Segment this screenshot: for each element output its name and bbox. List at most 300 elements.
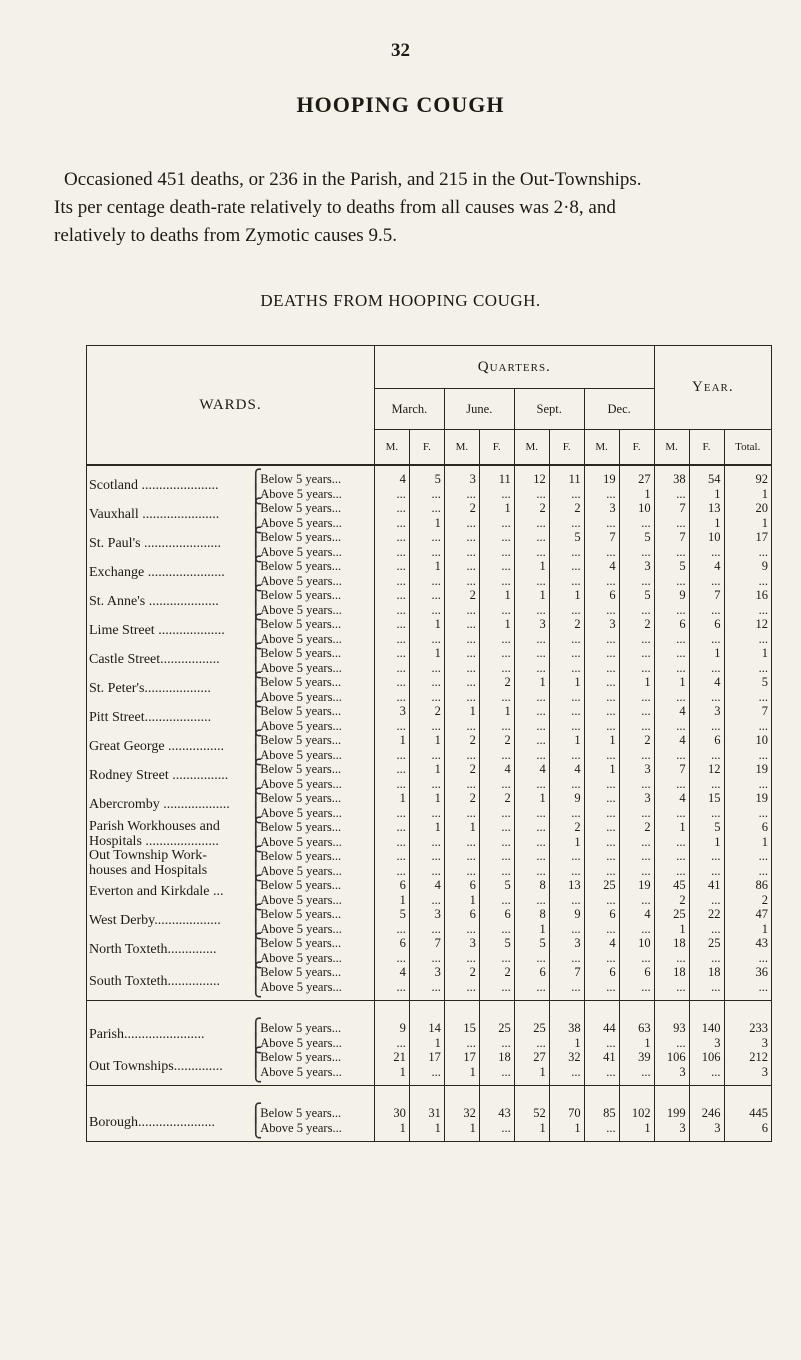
age-group-label: Below 5 years...	[260, 1050, 342, 1064]
death-count-cell: ...	[514, 733, 549, 748]
age-group-label: Above 5 years...	[260, 805, 342, 820]
death-count-cell: 106	[689, 1050, 724, 1065]
death-count-cell: 25	[584, 878, 619, 893]
death-count-cell: ...	[514, 719, 549, 734]
death-count-cell: 1	[514, 1121, 549, 1142]
death-count-cell: ...	[514, 835, 549, 850]
death-count-cell: 7	[689, 588, 724, 603]
death-count-cell: 3	[619, 762, 654, 777]
brace-icon: ⎩	[248, 802, 263, 823]
death-count-cell: ...	[584, 864, 619, 879]
ward-name	[87, 675, 249, 704]
death-count-cell: ...	[584, 1121, 619, 1142]
death-count-cell: ...	[584, 545, 619, 560]
death-count-cell: 1	[689, 646, 724, 661]
brace-icon: ⎩	[248, 976, 263, 997]
death-count-cell: ...	[514, 661, 549, 676]
ward-name-line: Vauxhall ......................	[89, 507, 220, 523]
age-group-label: Below 5 years...	[260, 907, 342, 921]
death-count-cell: ...	[514, 516, 549, 531]
death-count-cell: ...	[584, 487, 619, 502]
death-count-cell: ...	[374, 719, 409, 734]
ward-name	[87, 965, 249, 1001]
death-count-cell: ...	[584, 980, 619, 1001]
death-count-cell: 1	[479, 588, 514, 603]
death-count-cell: ...	[724, 806, 771, 821]
death-count-cell: 4	[374, 465, 409, 487]
death-count-cell: 19	[724, 762, 771, 777]
death-count-cell: ...	[549, 487, 584, 502]
death-count-cell: 1	[374, 1065, 409, 1086]
death-count-cell: ...	[584, 704, 619, 719]
death-count-cell: 4	[374, 965, 409, 980]
death-count-cell: 6	[724, 820, 771, 835]
divider-cell	[444, 1086, 479, 1101]
death-count-cell: 1	[619, 1121, 654, 1142]
death-count-cell: 36	[724, 965, 771, 980]
death-count-cell: ...	[549, 632, 584, 647]
death-count-cell: ...	[374, 530, 409, 545]
death-count-cell: ...	[654, 951, 689, 966]
death-count-cell: ...	[444, 1036, 479, 1051]
death-count-cell: ...	[374, 574, 409, 589]
death-count-cell: 1	[409, 1036, 444, 1051]
death-count-cell: 38	[549, 1015, 584, 1036]
divider-cell	[409, 1001, 444, 1016]
table-row	[87, 878, 772, 893]
death-count-cell: ...	[409, 675, 444, 690]
death-count-cell: 6	[584, 965, 619, 980]
death-count-cell: ...	[654, 603, 689, 618]
death-count-cell: 5	[724, 675, 771, 690]
brace-icon: ⎩	[248, 570, 263, 591]
age-group-label: Below 5 years...	[260, 965, 342, 979]
death-count-cell: ...	[549, 849, 584, 864]
death-count-cell: ...	[444, 516, 479, 531]
death-count-cell: 2	[619, 733, 654, 748]
death-count-cell: ...	[549, 1065, 584, 1086]
brace-icon: ⎩	[248, 1061, 263, 1082]
death-count-cell: 1	[689, 487, 724, 502]
death-count-cell: ...	[654, 690, 689, 705]
death-count-cell: ...	[724, 603, 771, 618]
quarter-header: March.	[374, 389, 444, 430]
death-count-cell: 1	[549, 733, 584, 748]
ward-name-line: Parish.......................	[89, 1027, 205, 1043]
death-count-cell: ...	[479, 690, 514, 705]
ward-name-line: South Toxteth...............	[89, 974, 220, 990]
death-count-cell: ...	[724, 777, 771, 792]
death-count-cell: ...	[549, 704, 584, 719]
ward-name	[87, 762, 249, 791]
death-count-cell: 1	[724, 516, 771, 531]
death-count-cell: 2	[444, 733, 479, 748]
death-count-cell: ...	[444, 835, 479, 850]
death-count-cell: ...	[584, 922, 619, 937]
death-count-cell: 3	[444, 465, 479, 487]
death-count-cell: 246	[689, 1100, 724, 1121]
death-count-cell: ...	[374, 661, 409, 676]
death-count-cell: 21	[374, 1050, 409, 1065]
death-count-cell: ...	[584, 516, 619, 531]
brace-icon: ⎩	[248, 1032, 263, 1053]
death-count-cell: 16	[724, 588, 771, 603]
death-count-cell: 8	[514, 878, 549, 893]
divider-cell	[724, 1001, 771, 1016]
death-count-cell: 3	[514, 617, 549, 632]
death-count-cell: ...	[584, 675, 619, 690]
age-group-label: Above 5 years...	[260, 1064, 342, 1079]
death-count-cell: 85	[584, 1100, 619, 1121]
age-group-label: Below 5 years...	[260, 762, 342, 776]
death-count-cell: ...	[689, 806, 724, 821]
death-count-cell: 7	[584, 530, 619, 545]
age-group-label: Below 5 years...	[260, 501, 342, 515]
death-count-cell: ...	[444, 806, 479, 821]
death-count-cell: 1	[374, 733, 409, 748]
death-count-cell: 10	[619, 936, 654, 951]
death-count-cell: ...	[549, 559, 584, 574]
death-count-cell: ...	[374, 835, 409, 850]
divider-cell	[444, 1001, 479, 1016]
death-count-cell: 4	[584, 936, 619, 951]
ward-name	[87, 1100, 249, 1142]
death-count-cell: ...	[724, 748, 771, 763]
death-count-cell: ...	[514, 893, 549, 908]
intro-line: relatively to deaths from Zymotic causes 9.5.	[54, 225, 397, 246]
death-count-cell: ...	[654, 646, 689, 661]
age-group-label: Above 5 years...	[260, 544, 342, 559]
death-count-cell: ...	[654, 516, 689, 531]
death-count-cell: ...	[584, 777, 619, 792]
death-count-cell: 12	[724, 617, 771, 632]
divider-cell	[549, 1086, 584, 1101]
death-count-cell: ...	[689, 980, 724, 1001]
death-count-cell: 1	[444, 893, 479, 908]
sex-header: M.	[584, 430, 619, 466]
death-count-cell: ...	[514, 849, 549, 864]
death-count-cell: 5	[479, 936, 514, 951]
death-count-cell: 6	[514, 965, 549, 980]
death-count-cell: ...	[619, 704, 654, 719]
age-group-label: Above 5 years...	[260, 979, 342, 994]
age-group-label: Below 5 years...	[260, 530, 342, 544]
death-count-cell: ...	[619, 980, 654, 1001]
death-count-cell: 1	[689, 516, 724, 531]
death-count-cell: 102	[619, 1100, 654, 1121]
death-count-cell: ...	[689, 777, 724, 792]
sex-header: F.	[619, 430, 654, 466]
death-count-cell: ...	[409, 980, 444, 1001]
brace-icon: ⎧	[248, 527, 263, 547]
death-count-cell: ...	[409, 574, 444, 589]
death-count-cell: ...	[654, 719, 689, 734]
death-count-cell: ...	[619, 835, 654, 850]
table-row	[87, 820, 772, 835]
death-count-cell: ...	[479, 487, 514, 502]
table-row	[87, 530, 772, 545]
death-count-cell: ...	[724, 574, 771, 589]
death-count-cell: ...	[584, 893, 619, 908]
death-count-cell: ...	[619, 690, 654, 705]
death-count-cell: ...	[444, 922, 479, 937]
table-row	[87, 617, 772, 632]
death-count-cell: 4	[654, 733, 689, 748]
death-count-cell: ...	[549, 806, 584, 821]
death-count-cell: ...	[724, 719, 771, 734]
ward-name	[87, 849, 249, 878]
death-count-cell: 3	[409, 907, 444, 922]
death-count-cell: 4	[514, 762, 549, 777]
death-count-cell: ...	[514, 632, 549, 647]
death-count-cell: ...	[374, 588, 409, 603]
death-count-cell: ...	[689, 603, 724, 618]
death-count-cell: 5	[409, 465, 444, 487]
age-group-label: Above 5 years...	[260, 515, 342, 530]
death-count-cell: ...	[654, 980, 689, 1001]
ward-name	[87, 791, 249, 820]
death-count-cell: 1	[479, 501, 514, 516]
death-count-cell: ...	[549, 603, 584, 618]
ward-name-line: St. Peter's...................	[89, 681, 211, 697]
death-count-cell: ...	[374, 806, 409, 821]
death-count-cell: 45	[654, 878, 689, 893]
death-count-cell: 5	[619, 530, 654, 545]
death-count-cell: ...	[444, 980, 479, 1001]
divider-cell	[549, 1001, 584, 1016]
death-count-cell: ...	[549, 690, 584, 705]
death-count-cell: 15	[689, 791, 724, 806]
death-count-cell: ...	[409, 849, 444, 864]
brace-icon: ⎧	[248, 1018, 263, 1038]
death-count-cell: ...	[409, 922, 444, 937]
death-count-cell: ...	[724, 980, 771, 1001]
ward-name-line: houses and Hospitals	[89, 862, 208, 878]
death-count-cell: 1	[549, 675, 584, 690]
death-count-cell: 1	[724, 922, 771, 937]
death-count-cell: ...	[584, 690, 619, 705]
death-count-cell: ...	[374, 820, 409, 835]
death-count-cell: ...	[654, 835, 689, 850]
death-count-cell: 6	[689, 617, 724, 632]
death-count-cell: ...	[374, 632, 409, 647]
divider-cell	[724, 1086, 771, 1101]
age-group-label: Above 5 years...	[260, 1035, 342, 1050]
brace-icon: ⎩	[248, 628, 263, 649]
brace-icon: ⎧	[248, 759, 263, 779]
death-count-cell: 6	[654, 617, 689, 632]
ward-name	[87, 617, 249, 646]
death-count-cell: ...	[374, 617, 409, 632]
death-count-cell: ...	[374, 487, 409, 502]
ward-name-line: Castle Street.................	[89, 652, 220, 668]
death-count-cell: 3	[724, 1036, 771, 1051]
death-count-cell: ...	[654, 748, 689, 763]
intro-line: Occasioned 451 deaths, or 236 in the Parish, and 215 in the Out-Townships.	[64, 169, 642, 190]
death-count-cell: ...	[479, 574, 514, 589]
death-count-cell: ...	[374, 864, 409, 879]
death-count-cell: ...	[409, 632, 444, 647]
ward-name-line: Out Townships..............	[89, 1059, 223, 1075]
table-row	[87, 965, 772, 980]
death-count-cell: ...	[479, 835, 514, 850]
ward-name	[87, 907, 249, 936]
divider-cell	[374, 1086, 409, 1101]
death-count-cell: ...	[409, 864, 444, 879]
divider-cell	[514, 1086, 549, 1101]
year-header	[654, 346, 771, 430]
death-count-cell: ...	[479, 820, 514, 835]
death-count-cell: ...	[724, 690, 771, 705]
divider-cell	[619, 1086, 654, 1101]
brace-icon: ⎧	[248, 1047, 263, 1067]
death-count-cell: 9	[549, 791, 584, 806]
death-count-cell: 5	[619, 588, 654, 603]
age-group-label: Above 5 years...	[260, 689, 342, 704]
age-group-label: Above 5 years...	[260, 892, 342, 907]
death-count-cell: ...	[444, 748, 479, 763]
brace-icon: ⎩	[248, 686, 263, 707]
death-count-cell: ...	[619, 893, 654, 908]
death-count-cell: ...	[689, 545, 724, 560]
death-count-cell: ...	[479, 748, 514, 763]
divider-cell	[479, 1086, 514, 1101]
death-count-cell: ...	[409, 835, 444, 850]
sex-header: F.	[549, 430, 584, 466]
death-count-cell: ...	[584, 791, 619, 806]
death-count-cell: ...	[409, 603, 444, 618]
table-row	[87, 465, 772, 487]
age-group-label: Below 5 years...	[260, 559, 342, 573]
death-count-cell: ...	[549, 893, 584, 908]
divider-cell	[87, 1086, 375, 1101]
brace-icon: ⎩	[248, 599, 263, 620]
death-count-cell: ...	[374, 690, 409, 705]
death-count-cell: ...	[689, 574, 724, 589]
death-count-cell: ...	[549, 661, 584, 676]
death-count-cell: 17	[444, 1050, 479, 1065]
table-row	[87, 559, 772, 574]
ward-name-line: Hospitals .....................	[89, 833, 219, 849]
age-group-label: Below 5 years...	[260, 733, 342, 747]
brace-icon: ⎩	[248, 918, 263, 939]
death-count-cell: ...	[409, 487, 444, 502]
death-count-cell: ...	[444, 574, 479, 589]
death-count-cell: 1	[619, 1036, 654, 1051]
death-count-cell: ...	[549, 748, 584, 763]
death-count-cell: 11	[549, 465, 584, 487]
death-count-cell: ...	[444, 951, 479, 966]
death-count-cell: ...	[374, 1036, 409, 1051]
divider-cell	[654, 1086, 689, 1101]
death-count-cell: ...	[479, 777, 514, 792]
ward-name-line: Abercromby ...................	[89, 797, 230, 813]
death-count-cell: 27	[619, 465, 654, 487]
death-count-cell: ...	[584, 849, 619, 864]
death-count-cell: ...	[479, 806, 514, 821]
death-count-cell: 2	[444, 965, 479, 980]
brace-icon: ⎩	[248, 1117, 263, 1138]
brace-icon: ⎧	[248, 1103, 263, 1123]
death-count-cell: 6	[724, 1121, 771, 1142]
brace-icon: ⎩	[248, 512, 263, 533]
ward-name	[87, 820, 249, 849]
ward-name	[87, 704, 249, 733]
death-count-cell: 1	[619, 675, 654, 690]
death-count-cell: ...	[374, 849, 409, 864]
ward-name-line: St. Anne's ....................	[89, 594, 219, 610]
death-count-cell: 1	[549, 1036, 584, 1051]
death-count-cell: ...	[549, 777, 584, 792]
ward-name-line: St. Paul's ......................	[89, 536, 222, 552]
death-count-cell: 5	[514, 936, 549, 951]
death-count-cell: 1	[409, 791, 444, 806]
age-group-label: Below 5 years...	[260, 472, 342, 486]
death-count-cell: 7	[409, 936, 444, 951]
death-count-cell: ...	[374, 675, 409, 690]
death-count-cell: 19	[619, 878, 654, 893]
death-count-cell: ...	[724, 849, 771, 864]
death-count-cell: 1	[409, 516, 444, 531]
death-count-cell: 233	[724, 1015, 771, 1036]
death-count-cell: ...	[654, 849, 689, 864]
death-count-cell: ...	[479, 864, 514, 879]
divider-cell	[409, 1086, 444, 1101]
death-count-cell: ...	[619, 574, 654, 589]
death-count-cell: 4	[549, 762, 584, 777]
brace-icon: ⎧	[248, 846, 263, 866]
death-count-cell: 8	[514, 907, 549, 922]
death-count-cell: ...	[584, 1065, 619, 1086]
ward-name	[87, 878, 249, 907]
death-count-cell: ...	[514, 864, 549, 879]
death-count-cell: 13	[689, 501, 724, 516]
table-row	[87, 1015, 772, 1036]
death-count-cell: 3	[409, 965, 444, 980]
death-count-cell: ...	[654, 574, 689, 589]
death-count-cell: ...	[374, 951, 409, 966]
death-count-cell: ...	[409, 748, 444, 763]
brace-icon: ⎩	[248, 541, 263, 562]
death-count-cell: ...	[374, 980, 409, 1001]
age-group-label: Above 5 years...	[260, 863, 342, 878]
ward-name	[87, 559, 249, 588]
death-count-cell: 92	[724, 465, 771, 487]
death-count-cell: 4	[479, 762, 514, 777]
table-row	[87, 1050, 772, 1065]
death-count-cell: ...	[514, 574, 549, 589]
death-count-cell: ...	[409, 530, 444, 545]
death-count-cell: ...	[444, 559, 479, 574]
age-group-label: Above 5 years...	[260, 718, 342, 733]
death-count-cell: 2	[444, 762, 479, 777]
death-count-cell: 7	[654, 762, 689, 777]
death-count-cell: ...	[374, 762, 409, 777]
death-count-cell: ...	[444, 545, 479, 560]
death-count-cell: ...	[444, 530, 479, 545]
death-count-cell: 1	[444, 1121, 479, 1142]
death-count-cell: ...	[584, 632, 619, 647]
death-count-cell: ...	[444, 603, 479, 618]
death-count-cell: ...	[619, 922, 654, 937]
death-count-cell: 6	[619, 965, 654, 980]
death-count-cell: ...	[619, 748, 654, 763]
death-count-cell: 6	[374, 878, 409, 893]
sex-header: M.	[654, 430, 689, 466]
death-count-cell: 2	[444, 791, 479, 806]
ward-name-line: Great George ................	[89, 739, 225, 755]
death-count-cell: ...	[374, 777, 409, 792]
